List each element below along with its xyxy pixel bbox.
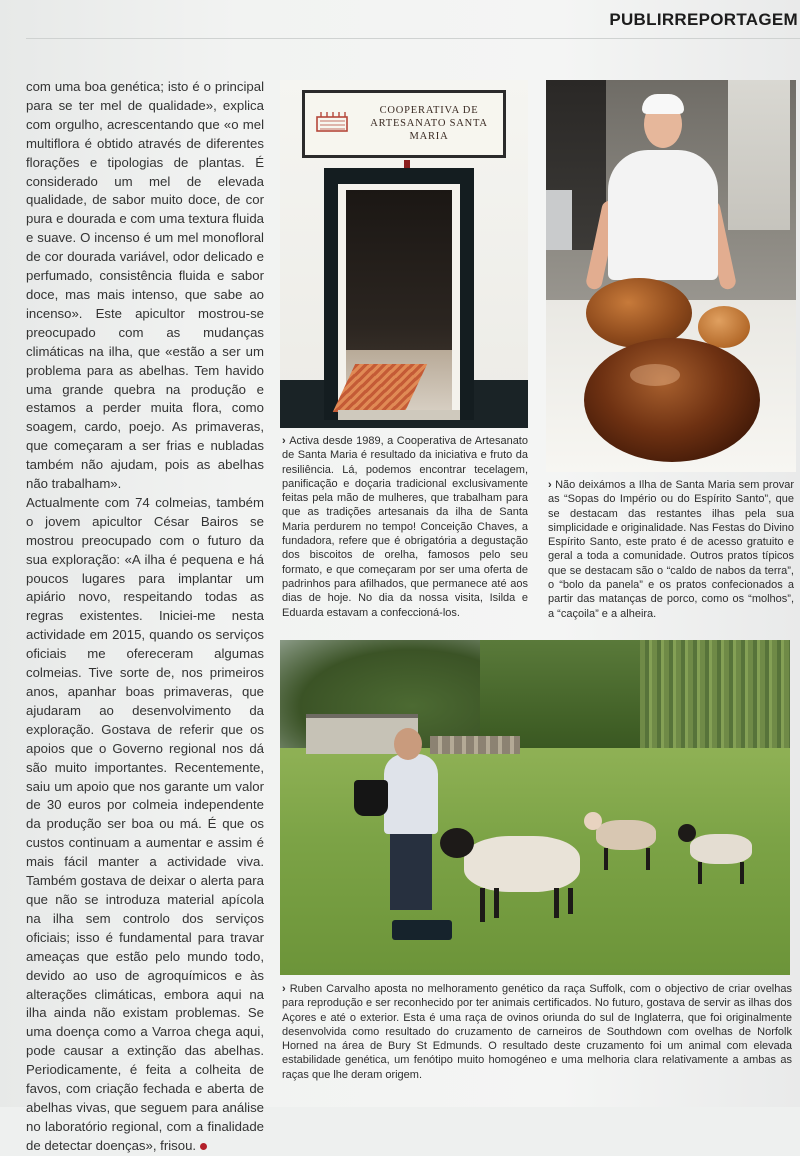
section-label: PUBLIRREPORTAGEM: [609, 10, 798, 29]
sheep-middle-leg: [604, 848, 608, 870]
sheep-middle-head: [584, 812, 602, 830]
header-rule: [26, 38, 800, 39]
end-marker-icon: [200, 1143, 207, 1150]
caption-cooperative: › Activa desde 1989, a Cooperativa de Artesanato de Santa Maria é resultado da iniciativa e fruto da resiliência. Lá, podemos encontrar tecelagem, panificação e doçaria tradicional exclusivamente feitas pela mão de mulheres, que trabalham para que as tradições artesanais da ilha de Santa Maria perdurem no tempo! Conceição Chaves, a fundadora, refere que é obrigatória a degustação dos biscoitos de orelha, famosos pelo seu formato, e que começaram por ser uma oferta de padrinhos para afilhados, que permanece até aos dias de hoje. No dia da nossa visita, Isilda e Eduarda estavam a confeccioná-los.: [282, 434, 528, 620]
sheep-large: [464, 836, 580, 892]
feed-tray: [392, 920, 452, 940]
article-body-paragraph-2-text: Actualmente com 74 colmeias, também o jovem apicultor César Bairos se mostrou preocupado com o futuro da sua exploração: «A ilha é pequena e há poucos lugares para implantar um apiário novo, respeitando todas as regras existentes. Iniciei-me nesta actividade em 2015, quando os serviços oficiais me ofereceram algumas colmeias. Tive sorte de, nos primeiros anos, apanhar boas primaveras, que ajudaram ao desenvolvimento da exploração. Gostava de referir que os apoios que o Governo regional nos dá são muito importantes. Recentemente, saiu um apoio que nos garante um valor de 30 euros por colmeia independente da produção ser boa ou má. É que os custos continuam a aumentar e assim é mais fácil manter a actividade viva. Também gostava de deixar o alerta para que não se introduza material apícola na ilha sem controlo dos serviços oficiais; isso é fundamental para travar ameaças que estão pelo mundo todo, devido ao uso de agroquímicos e às alterações climáticas, embora aqui na ilha ainda não existam problemas. Se uma doença como a Varroa chega aqui, pode causar a extinção das abelhas. Periodicamente, é feita a colheita de favos, com criação fechada e aberta de abelhas vivas, que seguem para análise no laboratório regional, com a finalidade de detectar doenças», frisou.: [26, 494, 264, 1153]
woman-figure: [608, 150, 718, 280]
door-step: [338, 410, 460, 420]
cooperative-logo-icon: [315, 109, 351, 135]
photo-man-with-sheep: [280, 640, 790, 975]
caption-sheep: › Ruben Carvalho aposta no melhoramento genético da raça Suffolk, com o objectivo de criar ovelhas para reprodução e ser reconhecido por ter animais certificados. No futuro, gostava de servir as ilhas dos Açores e até o exterior. Esta é uma raça de ovinos oriunda do sul de Inglaterra, que foi originalmente desenvolvida como resultado do cruzamento de carneiros de Southdown com ovelhas de Norfolk Horned na área de Bury St Edmunds. O resultado deste cruzamento foi um animal com elevada estabilidade genética, um fenótipo muito homogéneo e uma melhoria clara relativamente a ambas as raças que lhe deram origem.: [282, 982, 792, 1082]
article-body-paragraph-1: com uma boa genética; isto é o principal para se ter mel de qualidade», explica com orgulho, acrescentando que «o mel multiflora é obtido através de diferentes florações e tipologias de plantas. É considerado um mel de elevada qualidade, de sabor muito doce, de cor pura e dourada e com uma textura fluida e suave. O incenso é um mel monofloral de cor dourada variável, odor delicado e perfumado, consistência fluida e sabor doce, mas mais intenso, que sabe ao incenso». Este apicultor mostrou-se preocupado com as mudanças climáticas na ilha, que «estão a ser um problema para as abelhas. Tem havido uma grande quebra na produção e estamos a perder muita flora, como soagem, cardo, poejo. As primaveras, que começaram a ser frias e nubladas também não ajudam, pois as abelhas não trabalham».: [26, 79, 264, 492]
sheep-right-leg: [698, 862, 702, 884]
sheep-large-head: [440, 828, 474, 858]
sheep-middle-leg: [646, 848, 650, 870]
sheep-right: [690, 834, 752, 864]
kitchen-appliance: [546, 190, 572, 250]
man-legs: [390, 832, 432, 910]
man-head: [394, 728, 422, 760]
sheep-large-leg: [554, 888, 559, 918]
article-body-paragraph-2: [26, 494, 264, 1156]
cooperative-sign-text: COOPERATIVA DE ARTESANATO SANTA MARIA: [370, 105, 488, 142]
sheep-large-leg: [480, 888, 485, 922]
sheep-middle: [596, 820, 656, 850]
article-column: [26, 78, 264, 1156]
caption-bread: › Não deixámos a Ilha de Santa Maria sem provar as “Sopas do Império ou do Espírito Santo”, que se destacam das restantes ilhas pela sua simplicidade e originalidade. Nas Festas do Divino Espírito Santo, este prato é de acesso gratuito e geral a toda a comunidade. Outros pratos típicos que se destacam são o “caldo de nabos da terra”, o “bolo da panela” e os pratos confecionados a partir das matanças de porco, como os “molhos”, a “caçoila” e a alheira.: [548, 478, 794, 621]
sheep-right-head: [678, 824, 696, 842]
cooperative-sign: [302, 90, 506, 158]
man-figure: [384, 754, 438, 834]
bucket: [354, 780, 388, 816]
sheep-large-leg: [494, 888, 499, 918]
woman-cap: [642, 94, 684, 114]
sheep-right-leg: [740, 862, 744, 884]
bread-bun: [698, 306, 750, 348]
photo-cooperative-entrance: [280, 80, 528, 428]
photo-woman-with-bread: [546, 80, 796, 472]
kitchen-door: [728, 80, 790, 230]
bread-shine: [630, 364, 680, 386]
sheep-large-leg: [568, 888, 573, 914]
bread-loaf-large: [584, 338, 760, 462]
fence: [430, 736, 520, 754]
